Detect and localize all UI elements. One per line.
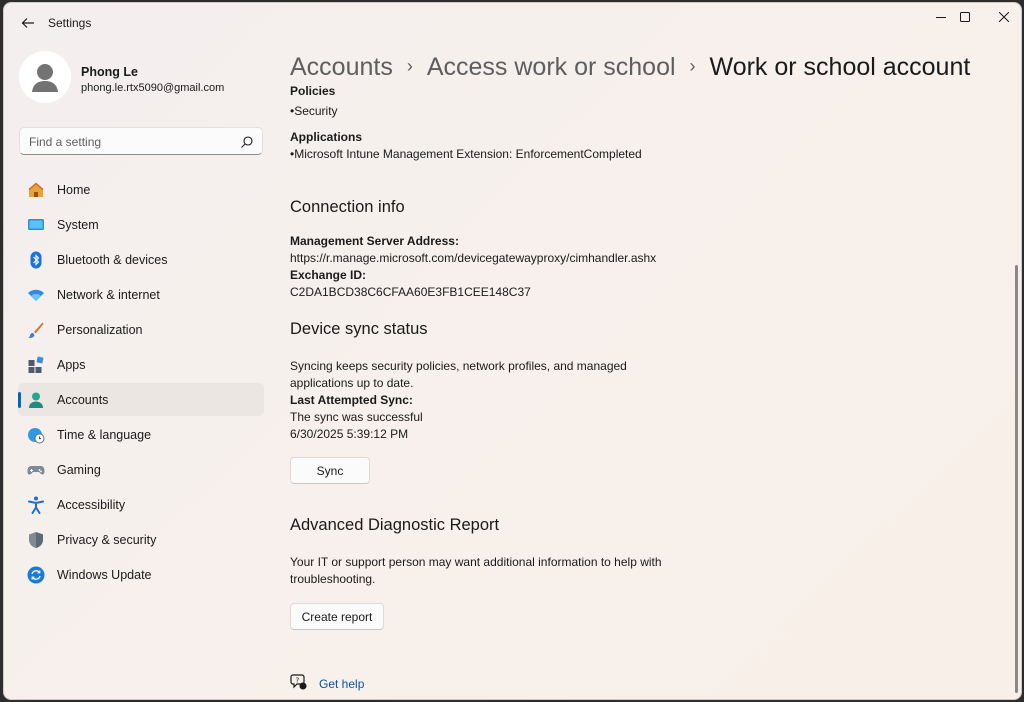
sidebar-item-time-language[interactable] bbox=[18, 418, 264, 451]
diagnostic-description-2: troubleshooting. bbox=[290, 572, 376, 586]
breadcrumb-access-work-school[interactable]: Access work or school bbox=[426, 53, 676, 81]
gamepad-icon bbox=[27, 461, 45, 479]
sidebar-item-label: Gaming bbox=[57, 463, 101, 477]
bluetooth-icon bbox=[27, 251, 45, 269]
search-icon bbox=[240, 135, 254, 149]
title-bar bbox=[4, 3, 1021, 43]
maximize-button[interactable] bbox=[945, 3, 985, 31]
sidebar-item-privacy[interactable] bbox=[18, 523, 264, 556]
sidebar-item-label: Personalization bbox=[57, 323, 143, 337]
user-profile[interactable] bbox=[19, 51, 279, 107]
close-button[interactable] bbox=[984, 3, 1022, 31]
system-icon bbox=[27, 216, 45, 234]
breadcrumb bbox=[290, 53, 970, 82]
profile-name: Phong Le bbox=[81, 65, 138, 79]
settings-window bbox=[3, 2, 1022, 700]
wifi-icon bbox=[27, 286, 45, 304]
exchange-id-label: Exchange ID: bbox=[290, 268, 367, 282]
device-sync-description-2: applications up to date. bbox=[290, 376, 414, 390]
accessibility-icon bbox=[27, 496, 45, 514]
close-icon bbox=[999, 12, 1009, 22]
help-icon bbox=[290, 673, 308, 691]
search-input[interactable] bbox=[19, 127, 263, 155]
sidebar-item-personalization[interactable] bbox=[18, 313, 264, 346]
sidebar-item-label: Home bbox=[57, 183, 91, 197]
scrollbar[interactable] bbox=[1015, 265, 1018, 693]
diagnostic-report-heading: Advanced Diagnostic Report bbox=[290, 516, 500, 534]
policies-item: •Security bbox=[290, 104, 338, 118]
main-content bbox=[290, 85, 990, 700]
sync-timestamp: 6/30/2025 5:39:12 PM bbox=[290, 427, 409, 441]
sidebar-item-label: Accounts bbox=[57, 393, 109, 407]
back-arrow-icon bbox=[21, 17, 35, 29]
policies-heading: Policies bbox=[290, 85, 336, 98]
device-sync-description: Syncing keeps security policies, network profiles, and managed bbox=[290, 359, 627, 373]
applications-heading: Applications bbox=[290, 130, 363, 144]
server-address-label: Management Server Address: bbox=[290, 234, 459, 248]
globe-clock-icon bbox=[27, 426, 45, 444]
update-icon bbox=[27, 566, 45, 584]
user-avatar-icon bbox=[19, 51, 71, 103]
home-icon bbox=[27, 181, 45, 199]
sync-button[interactable]: Sync bbox=[290, 457, 370, 484]
server-address-value: https://r.manage.microsoft.com/devicegatewayproxy/cimhandler.ashx bbox=[290, 251, 657, 265]
sidebar-item-label: Accessibility bbox=[57, 498, 126, 512]
app-title: Settings bbox=[48, 16, 92, 30]
active-indicator bbox=[18, 392, 21, 408]
sidebar-item-system[interactable] bbox=[18, 208, 264, 241]
search-placeholder: Find a setting bbox=[29, 135, 102, 149]
brush-icon bbox=[27, 321, 45, 339]
sidebar-item-accounts[interactable] bbox=[18, 383, 264, 416]
last-sync-label: Last Attempted Sync: bbox=[290, 393, 413, 407]
sidebar-item-network[interactable] bbox=[18, 278, 264, 311]
sidebar-item-label: Windows Update bbox=[57, 568, 152, 582]
chevron-right-icon: › bbox=[406, 56, 413, 76]
svg-text:?: ? bbox=[295, 676, 300, 685]
sidebar-item-home[interactable] bbox=[18, 173, 264, 206]
sidebar-item-label: Network & internet bbox=[57, 288, 160, 302]
sidebar-item-windows-update[interactable] bbox=[18, 558, 264, 591]
device-sync-heading: Device sync status bbox=[290, 320, 428, 338]
sidebar-item-label: Apps bbox=[57, 358, 86, 372]
maximize-icon bbox=[960, 12, 970, 22]
chevron-right-icon: › bbox=[689, 56, 696, 76]
page-title: Work or school account bbox=[709, 53, 971, 81]
sidebar-nav bbox=[18, 173, 264, 593]
sync-status: The sync was successful bbox=[290, 410, 423, 424]
sidebar-item-bluetooth[interactable] bbox=[18, 243, 264, 276]
connection-info-heading: Connection info bbox=[290, 198, 405, 216]
sidebar-item-label: Bluetooth & devices bbox=[57, 253, 168, 267]
get-help-link[interactable]: Get help bbox=[319, 677, 365, 691]
sidebar-item-label: System bbox=[57, 218, 99, 232]
breadcrumb-accounts[interactable]: Accounts bbox=[290, 53, 393, 81]
shield-icon bbox=[27, 531, 45, 549]
sidebar-item-label: Time & language bbox=[57, 428, 152, 442]
sidebar-item-gaming[interactable] bbox=[18, 453, 264, 486]
avatar bbox=[19, 51, 71, 103]
applications-item: •Microsoft Intune Management Extension: EnforcementCompleted bbox=[290, 147, 642, 161]
sidebar-item-label: Privacy & security bbox=[57, 533, 157, 547]
create-report-button[interactable]: Create report bbox=[290, 603, 384, 630]
sidebar-item-apps[interactable] bbox=[18, 348, 264, 381]
sidebar-item-accessibility[interactable] bbox=[18, 488, 264, 521]
diagnostic-description: Your IT or support person may want additional information to help with bbox=[290, 555, 662, 569]
apps-icon bbox=[27, 356, 45, 374]
accounts-icon bbox=[27, 391, 45, 409]
exchange-id-value: C2DA1BCD38C6CFAA60E3FB1CEE148C37 bbox=[290, 285, 531, 299]
back-button[interactable] bbox=[14, 11, 42, 35]
profile-email: phong.le.rtx5090@gmail.com bbox=[81, 82, 225, 94]
